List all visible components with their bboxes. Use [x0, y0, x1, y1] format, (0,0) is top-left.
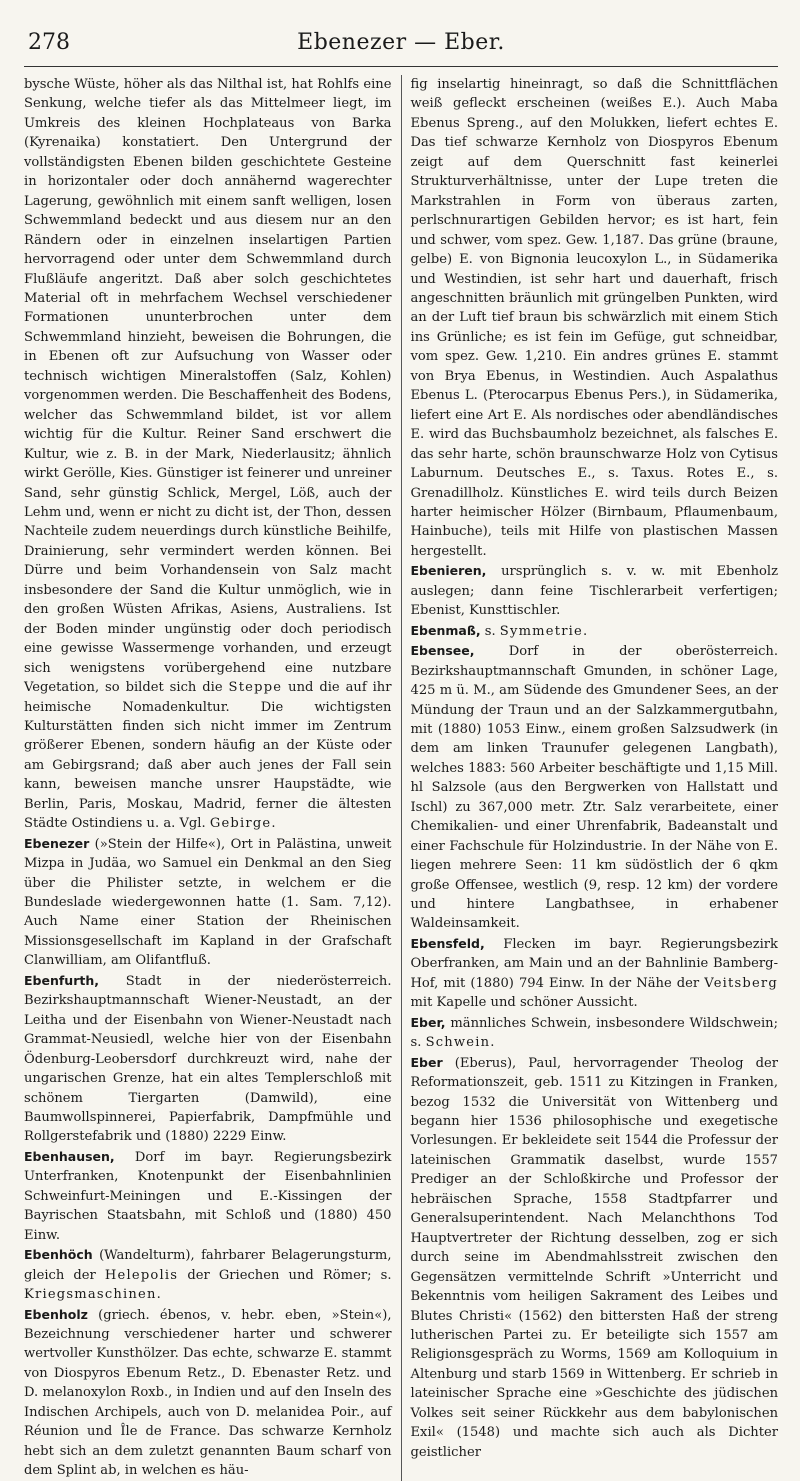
- lemma: Eber: [410, 1054, 443, 1070]
- cross-reference: Schwein.: [425, 1035, 496, 1051]
- right-column: [402, 75, 779, 1481]
- lemma: Ebenezer: [24, 835, 90, 851]
- entry-eber-animal: Eber, männliches Schwein, insbesondere Wildschwein; s. Schwein.: [410, 1014, 778, 1051]
- cross-reference: Symmetrie.: [499, 623, 589, 639]
- entry-ebenhoech: Ebenhöch (Wandelturm), fahrbarer Belagerungsturm, gleich der Helepolis der Griechen und Römer; s. Kriegsmaschinen.: [24, 1247, 392, 1303]
- entry-ebensfeld: Ebensfeld, Flecken im bayr. Regierungsbezirk Oberfranken, am Main und an der Bahnlinie Bamberg-Hof, mit (1880) 794 Einw. In der Nähe der Veitsberg mit Kapelle und schöner Aussicht.: [410, 935, 778, 1011]
- page-header: [24, 26, 778, 67]
- cross-reference: Gebirge.: [209, 816, 277, 832]
- cross-reference: Kriegsmaschinen.: [24, 1287, 162, 1303]
- entry-ebenfurth: Ebenfurth, Stadt in der niederösterreich. Bezirkshauptmannschaft Wiener-Neustadt, an der Leitha und der Eisenbahn von Wiener-Neustadt nach Grammat-Neusiedl, welche hier von der Eisenbahn Ödenburg-Leobersdorf durchkreuzt wird, nahe der ungarischen Grenze, hat ein altes Templerschloß mit schönem Tiergarten (Damwild), eine Baumwollspinnerei, Papierfabrik, Dampfmühle und Rollgerstefabrik und (1880) 2229 Einw.: [24, 972, 392, 1145]
- entry-ebensee: Ebensee, Dorf in der oberösterreich. Bezirkshauptmannschaft Gmunden, in schöner Lage, 425 m ü. M., am Südende des Gmundener Sees, an der Mündung der Traun und an der Salzkammergutbahn, mit (1880) 1053 Einw., einem großen Salzsudwerk (in dem am linken Traunufer gelegenen Langbath), welches 1883: 560 Arbeiter beschäftigte und 1,15 Mill. hl Salzsole (aus den Bergwerken von Hallstatt und Ischl) zu 367,000 metr. Ztr. Salz verarbeitete, einer Chemikalien- und einer Uhrenfabrik, Badeanstalt und einer Fachschule für Holzindustrie. In der Nähe von E. liegen mehrere Seen: 11 km südöstlich der 6 qkm große Offensee, westlich (9, resp. 12 km) der vordere und hintere Langbathsee, in erhabener Waldeinsamkeit.: [410, 643, 778, 932]
- entry-ebenezer: Ebenezer (»Stein der Hilfe«), Ort in Palästina, unweit Mizpa in Judäa, wo Samuel ein Denkmal an den Sieg über die Philister setzte, in welchem er die Bundeslade wiedergewonnen hatte (1. Sam. 7,12). Auch Name einer Station der Rheinischen Missionsgesellschaft im Kapland in der Grafschaft Clanwilliam, am Olifantfluß.: [24, 835, 392, 969]
- left-column: [24, 75, 402, 1481]
- lemma: Ebenmaß,: [410, 622, 481, 638]
- text-columns: [24, 75, 778, 1481]
- lemma: Ebenhöch: [24, 1247, 93, 1263]
- lemma: Ebenieren,: [410, 563, 487, 579]
- entry-ebenholz-continued: fig inselartig hineinragt, so daß die Schnittflächen weiß gefleckt erscheinen (weißes E.). Auch Maba Ebenus Spreng., auf den Molukken, liefert echtes E. Das tief schwarze Kernholz von Diospyros Ebenum zeigt auf dem Querschnitt fast keinerlei Strukturverhältnisse, unter der Lupe treten die Markstrahlen in Form von überaus zarten, perlschnurartigen Gebilden hervor; es ist hart, fein und schwer, vom spez. Gew. 1,187. Das grüne (braune, gelbe) E. von Bignonia leucoxylon L., in Südamerika und Westindien, ist sehr hart und dauerhaft, frisch angeschnitten bräunlich mit grüngelben Punkten, wird an der Luft tief braun bis schwärzlich mit einem Stich ins Grünliche; es ist fein im Gefüge, gut schneidbar, vom spez. Gew. 1,210. Ein andres grünes E. stammt von Brya Ebenus, in Westindien. Auch Aspalathus Ebenus L. (Pterocarpus Ebenus Pers.), in Südamerika, liefert eine Art E. Als nordisches oder abendländisches E. wird das Buchsbaumholz bezeichnet, als falsches E. das sehr harte, schön braunschwarze Holz von Cytisus Laburnum. Deutsches E., s. Taxus. Rotes E., s. Grenadillholz. Künstliches E. wird teils durch Beizen harter heimischer Hölzer (Birnbaum, Pflaumenbaum, Hainbuche), teils mit Hilfe von plastischen Massen hergestellt.: [410, 77, 778, 559]
- lemma: Eber,: [410, 1014, 446, 1030]
- cross-reference: Helepolis: [104, 1267, 179, 1283]
- cross-reference: Veitsberg: [704, 975, 778, 991]
- entry-ebene-continued: bysche Wüste, höher als das Nilthal ist, hat Rohlfs eine Senkung, welche tiefer als das Mittelmeer liegt, im Umkreis des kleinen Hochplateaus von Barka (Kyrenaika) konstatiert. Den Untergrund der vollständigsten Ebenen bilden geschichtete Gesteine in horizontaler oder doch annähernd wagerechter Lagerung, gewöhnlich mit einem sanft welligen, losen Schwemmland bedeckt und aus diesem nur an den Rändern oder in einzelnen inselartigen Partien hervorragend oder unter dem Schwemmland durch Flußläufe angeritzt. Daß aber solch geschichtetes Material oft in mehrfachem Wechsel verschiedener Formationen ununterbrochen unter dem Schwemmland hinzieht, beweisen die Bohrungen, die in Ebenen oft zur Aufsuchung von Wasser oder technisch wichtigen Mineralstoffen (Salz, Kohlen) vorgenommen werden. Die Beschaffenheit des Bodens, welcher das Schwemmland bildet, ist vor allem wichtig für die Kultur. Reiner Sand erschwert die Kultur, wie z. B. in der Mark, Niederlausitz; ähnlich wirkt Gerölle, Kies. Günstiger ist feinerer und unreiner Sand, sehr günstig Schlick, Mergel, Löß, auch der Lehm und, wenn er nicht zu dicht ist, der Thon, dessen Nachteile zudem neuerdings durch künstliche Beihilfe, Drainierung, sehr vermindert werden können. Bei Dürre und beim Vorhandensein von Salz macht insbesondere der Sand die Kultur unmöglich, wie in den großen Wüsten Afrikas, Asiens, Australiens. Ist der Boden minder ungünstig oder doch periodisch eine gewisse Wassermenge vorhanden, und erzeugt sich wenigstens vorübergehend eine nutzbare Vegetation, so bildet sich die Steppe und die auf ihr heimische Nomadenkultur. Die wichtigsten Kulturstätten finden sich nicht immer im Zentrum größerer Ebenen, sondern häufig an der Küste oder am Gebirgsrand; daß aber auch jenes der Fall sein kann, beweisen manche unsrer Haupstädte, wie Berlin, Paris, Moskau, Madrid, ferner die ältesten Städte Ostindiens u. a. Vgl. Gebirge.: [24, 77, 392, 832]
- entry-eber-paul: Eber (Eberus), Paul, hervorragender Theolog der Reformationszeit, geb. 1511 zu Kitzingen in Franken, bezog 1532 die Universität von Wittenberg und begann hier 1536 philosophische und exegetische Vorlesungen. Er bekleidete seit 1544 die Professur der lateinischen Grammatik daselbst, wurde 1557 Prediger an der Schloßkirche und Professor der hebräischen Sprache, 1558 Stadtpfarrer und Generalsuperintendent. Nach Melanchthons Tod Hauptvertreter der Richtung desselben, zog er sich durch seine im Abendmahlsstreit zwischen den Gegensätzen vermittelnde Schrift »Unterricht und Bekenntnis vom heiligen Sakrament des Leibes und Blutes Christi« (1562) den bittersten Haß der streng lutherischen Partei zu. Er beteiligte sich 1557 am Religionsgespräch zu Worms, 1569 am Kolloquium in Altenburg und starb 1569 in Wittenberg. Er schrieb in lateinischer Sprache eine »Geschichte des jüdischen Volkes seit seiner Rückkehr aus dem babylonischen Exil« (1548) und machte sich auch als Dichter geistlicher: [410, 1054, 778, 1460]
- entry-ebenholz: Ebenholz (griech. ébenos, v. hebr. eben, »Stein«), Bezeichnung verschiedener harter und schwerer wertvoller Kunsthölzer. Das echte, schwarze E. stammt von Diospyros Ebenum Retz., D. Ebenaster Retz. und D. melanoxylon Roxb., in Indien und auf den Inseln des Indischen Archipels, auch von D. melanidea Poir., auf Réunion und Île de France. Das schwarze Kernholz hebt sich an dem zuletzt genannten Baum scharf von dem Splint ab, in welchen es häu-: [24, 1306, 392, 1479]
- entry-ebenhausen: Ebenhausen, Dorf im bayr. Regierungsbezirk Unterfranken, Knotenpunkt der Eisenbahnlinien Schweinfurt-Meiningen und E.-Kissingen der Bayrischen Staatsbahn, mit Schloß und (1880) 450 Einw.: [24, 1148, 392, 1243]
- lemma: Ebenholz: [24, 1306, 88, 1322]
- running-head: Ebenezer — Eber.: [297, 30, 505, 55]
- lemma: Ebenhausen,: [24, 1148, 115, 1164]
- lemma: Ebensfeld,: [410, 935, 485, 951]
- entry-ebenmass: Ebenmaß, s. Symmetrie.: [410, 622, 589, 639]
- lemma: Ebenfurth,: [24, 972, 99, 988]
- lemma: Ebensee,: [410, 643, 475, 659]
- entry-ebenieren: Ebenieren, ursprünglich s. v. w. mit Ebenholz auslegen; dann feine Tischlerarbeit verfertigen; Ebenist, Kunsttischler.: [410, 563, 778, 619]
- page-number: 278: [28, 30, 70, 55]
